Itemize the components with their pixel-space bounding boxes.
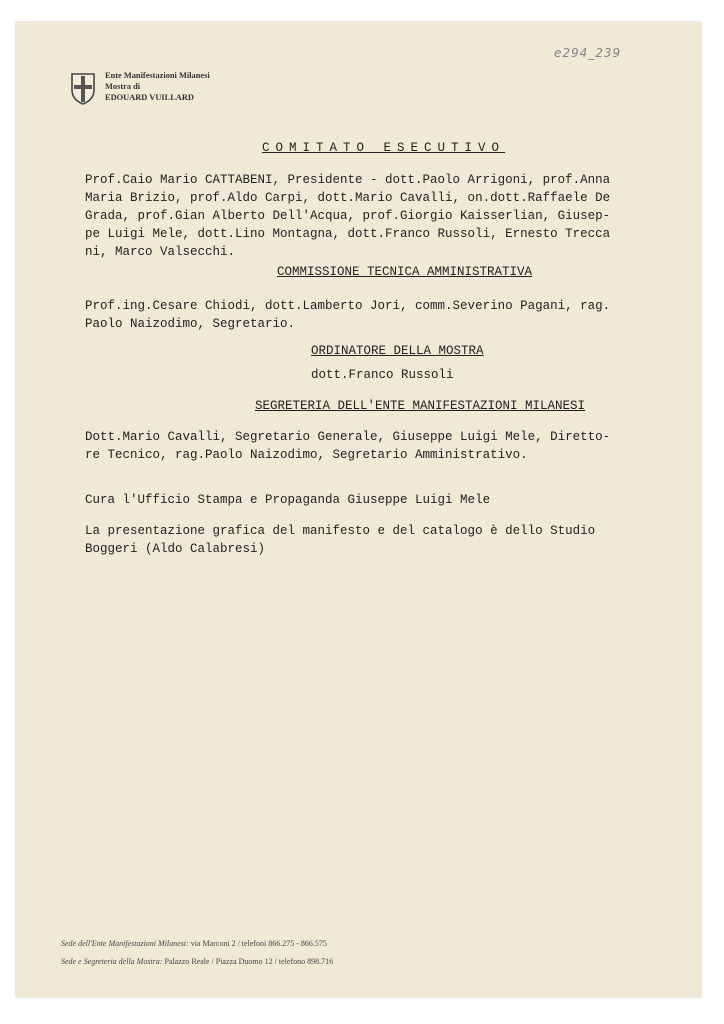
technical-line: Prof.ing.Cesare Chiodi, dott.Lamberto Jori, comm.Severino Pagani, rag. (85, 299, 611, 313)
letterhead-line2: Mostra di (105, 82, 141, 91)
footer-text-1: via Marconi 2 / telefoni 866.275 - 866.575 (190, 939, 327, 948)
committee-line: Grada, prof.Gian Alberto Dell'Acqua, prof.Giorgio Kaisserlian, Giusep- (85, 209, 611, 223)
secretariat-members (85, 428, 660, 464)
committee-members (85, 171, 660, 261)
technical-heading: COMMISSIONE TECNICA AMMINISTRATIVA (277, 265, 533, 279)
graphics-line: La presentazione grafica del manifesto e del catalogo è dello Studio (85, 524, 596, 538)
letterhead (105, 70, 210, 103)
committee-heading: COMITATO ESECUTIVO (262, 141, 506, 155)
technical-line: Paolo Naizodimo, Segretario. (85, 317, 296, 331)
footer-text-2: Palazzo Reale / Piazza Duomo 12 / telefono 898.716 (164, 957, 334, 966)
committee-line: Prof.Caio Mario CATTABENI, Presidente - dott.Paolo Arrigoni, prof.Anna (85, 173, 611, 187)
secretariat-line: re Tecnico, rag.Paolo Naizodimo, Segretario Amministrativo. (85, 448, 528, 462)
footer-label-1: Sede dell'Ente Manifestazioni Milanesi: (61, 939, 189, 948)
graphics-credit (85, 522, 660, 558)
crest-icon (70, 72, 96, 106)
document-page (16, 22, 701, 997)
press-office (85, 491, 660, 509)
committee-line: pe Luigi Mele, dott.Lino Montagna, dott.Franco Russoli, Ernesto Trecca (85, 227, 611, 241)
letterhead-org: Ente Manifestazioni Milanesi (105, 71, 210, 80)
footer-line-1 (61, 939, 327, 948)
archive-code: e294_239 (554, 46, 622, 60)
graphics-line: Boggeri (Aldo Calabresi) (85, 542, 266, 556)
organizer-name: dott.Franco Russoli (311, 368, 454, 382)
technical-members (85, 297, 660, 333)
footer-label-2: Sede e Segreteria della Mostra: (61, 957, 163, 966)
committee-line: ni, Marco Valsecchi. (85, 245, 236, 259)
committee-line: Maria Brizio, prof.Aldo Carpi, dott.Mario Cavalli, on.dott.Raffaele De (85, 191, 611, 205)
press-office-line: Cura l'Ufficio Stampa e Propaganda Giuseppe Luigi Mele (85, 493, 491, 507)
secretariat-line: Dott.Mario Cavalli, Segretario Generale, Giuseppe Luigi Mele, Diretto- (85, 430, 611, 444)
organizer-heading: ORDINATORE DELLA MOSTRA (311, 344, 484, 358)
footer-line-2 (61, 957, 333, 966)
letterhead-line3: EDOUARD VUILLARD (105, 93, 194, 102)
secretariat-heading: SEGRETERIA DELL'ENTE MANIFESTAZIONI MILANESI (255, 399, 586, 413)
